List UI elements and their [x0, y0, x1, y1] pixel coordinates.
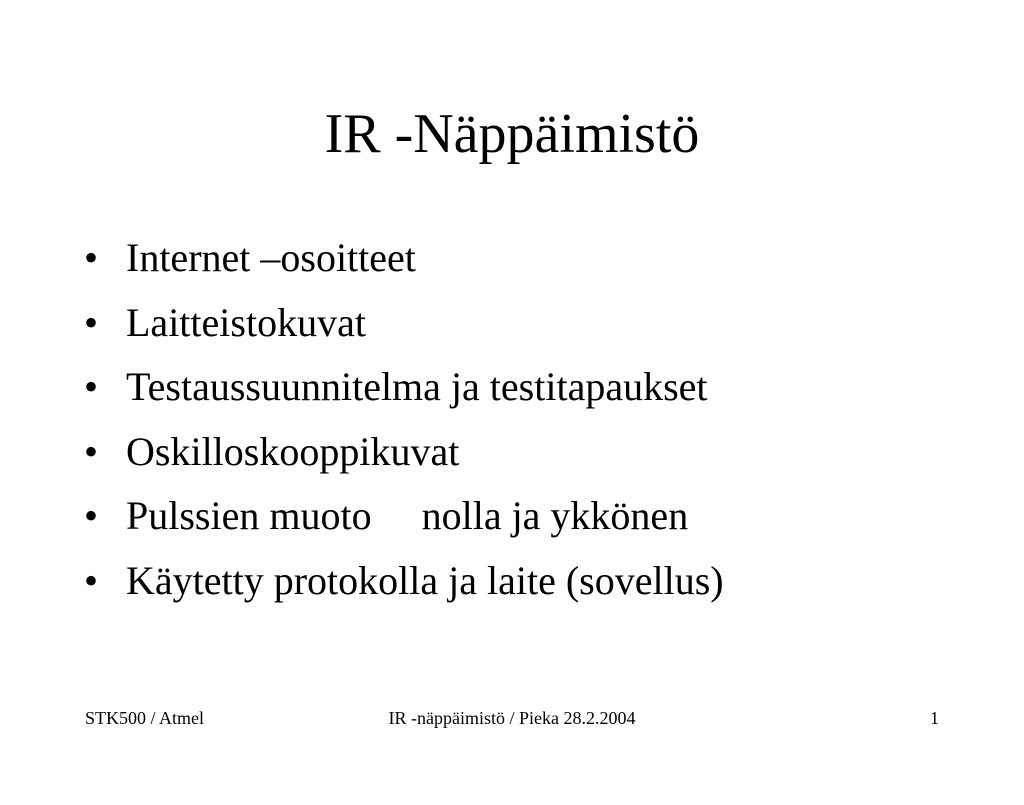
- bullet-item: [84, 355, 708, 420]
- bullet-text: Pulssien muoto nolla ja ykkönen: [126, 493, 689, 538]
- bullet-text: Laitteistokuvat: [126, 299, 366, 345]
- footer-center-text: IR -näppäimistö / Pieka 28.2.2004: [388, 708, 636, 728]
- bullet-text: Testaussuunnitelma ja testitapaukset: [126, 364, 708, 409]
- slide-title: IR -Näppäimistö: [324, 103, 700, 165]
- bullet-text: Oskilloskooppikuvat: [126, 428, 460, 474]
- bullet-icon: •: [84, 235, 99, 280]
- bullet-text: Internet –osoitteet: [126, 235, 416, 280]
- bullet-icon: •: [84, 299, 99, 345]
- bullet-icon: •: [84, 428, 99, 474]
- bullet-text: Käytetty protokolla ja laite (sovellus): [126, 557, 724, 603]
- bullet-item: [84, 549, 724, 614]
- footer-left-text: STK500 / Atmel: [85, 708, 205, 728]
- bullet-icon: •: [84, 493, 99, 538]
- bullet-item: [84, 226, 416, 291]
- page-number: 1: [930, 708, 939, 728]
- bullet-list: [84, 226, 724, 613]
- bullet-item: [84, 420, 460, 485]
- bullet-item: [84, 484, 689, 549]
- bullet-icon: •: [84, 364, 99, 409]
- bullet-item: [84, 291, 366, 356]
- bullet-icon: •: [84, 557, 99, 603]
